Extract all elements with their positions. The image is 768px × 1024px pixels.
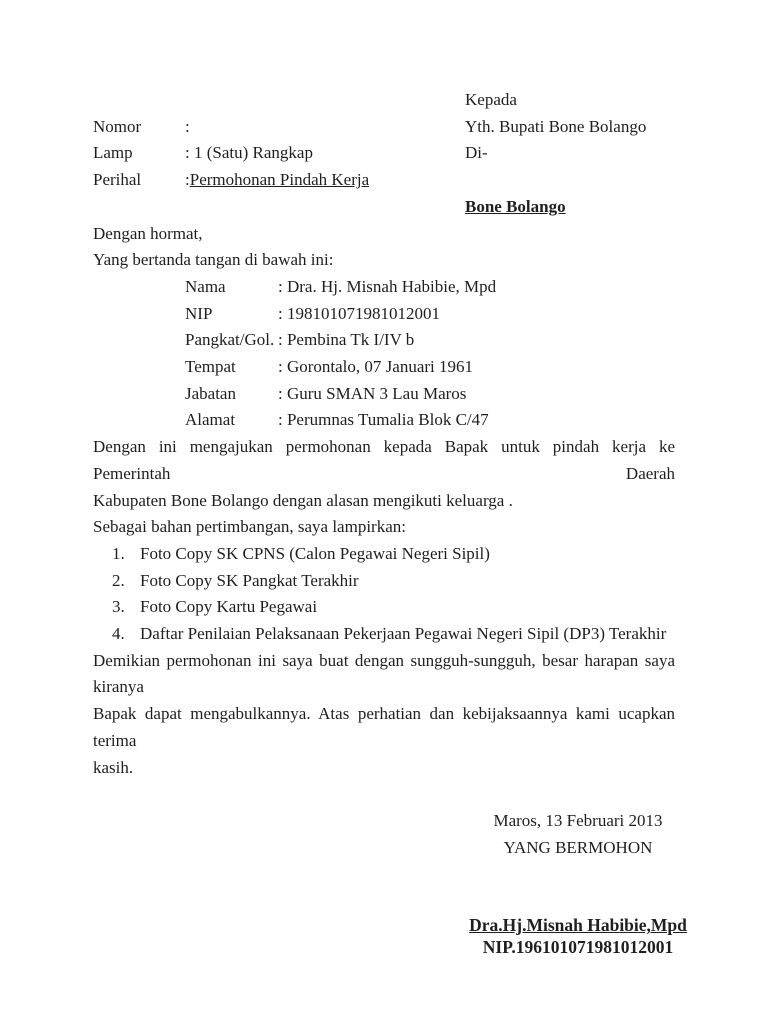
signatory-nip: NIP.196101071981012001 bbox=[482, 936, 674, 957]
signature-block bbox=[458, 808, 698, 958]
detail-label: NIP bbox=[185, 303, 213, 323]
recipient-addressee: Yth. Bupati Bone Bolango bbox=[465, 116, 647, 136]
detail-row-alamat bbox=[185, 407, 675, 434]
spacer-line bbox=[93, 87, 465, 114]
list-number: 3. bbox=[112, 597, 125, 617]
recipient-di: Di- bbox=[465, 143, 488, 163]
attachments-list bbox=[93, 541, 675, 648]
meta-value-nomor: : bbox=[185, 116, 190, 136]
spacer-line bbox=[93, 781, 675, 808]
detail-label: Tempat bbox=[185, 357, 236, 377]
spacer-line bbox=[465, 167, 675, 194]
detail-row-tempat bbox=[185, 354, 675, 381]
detail-value: : Dra. Hj. Misnah Habibie, Mpd bbox=[278, 276, 497, 296]
meta-label-perihal: Perihal bbox=[93, 170, 142, 190]
list-text: Foto Copy SK CPNS (Calon Pegawai Negeri Sipil) bbox=[140, 543, 490, 563]
recipient-block bbox=[465, 87, 675, 221]
paragraph-line: Dengan ini mengajukan permohonan kepada Bapak untuk pindah kerja ke Pemerintah Daerah bbox=[93, 437, 675, 483]
list-item bbox=[93, 541, 675, 568]
meta-label-lamp: Lamp bbox=[93, 143, 133, 163]
meta-row-perihal bbox=[93, 167, 465, 194]
detail-row-pangkat bbox=[185, 327, 675, 354]
place-date: Maros, 13 Februari 2013 bbox=[493, 810, 663, 830]
intro-line: Yang bertanda tangan di bawah ini: bbox=[93, 250, 334, 270]
signature-space bbox=[458, 861, 698, 915]
meta-label-nomor: Nomor bbox=[93, 116, 142, 136]
detail-label: Alamat bbox=[185, 410, 236, 430]
list-text: Foto Copy Kartu Pegawai bbox=[140, 597, 318, 617]
detail-row-jabatan bbox=[185, 381, 675, 408]
list-text: Daftar Penilaian Pelaksanaan Pekerjaan Pegawai Negeri Sipil (DP3) Terakhir bbox=[140, 624, 667, 644]
meta-row-lamp bbox=[93, 140, 465, 167]
list-number: 1. bbox=[112, 543, 125, 563]
detail-row-nip bbox=[185, 301, 675, 328]
detail-value: : 198101071981012001 bbox=[278, 303, 440, 323]
detail-label: Pangkat/Gol. bbox=[185, 330, 275, 350]
meta-colon-perihal: : bbox=[185, 170, 190, 190]
paragraph-line: Kabupaten Bone Bolango dengan alasan mengikuti keluarga . bbox=[93, 490, 513, 510]
detail-value: : Pembina Tk I/IV b bbox=[278, 330, 415, 350]
paragraph-line: kasih. bbox=[93, 757, 134, 777]
detail-value: : Guru SMAN 3 Lau Maros bbox=[278, 383, 467, 403]
body-paragraph bbox=[93, 434, 675, 514]
meta-value-perihal: Permohonan Pindah Kerja bbox=[189, 170, 370, 190]
detail-value: : Gorontalo, 07 Januari 1961 bbox=[278, 357, 473, 377]
letter-header bbox=[93, 87, 675, 221]
salutation: Dengan hormat, bbox=[93, 223, 203, 243]
details-block bbox=[185, 274, 675, 434]
meta-row-nomor bbox=[93, 114, 465, 141]
detail-row-nama bbox=[185, 274, 675, 301]
list-item bbox=[93, 621, 675, 648]
list-number: 4. bbox=[112, 624, 125, 644]
signatory-name: Dra.Hj.Misnah Habibie,Mpd bbox=[469, 915, 687, 936]
closing-paragraph bbox=[93, 648, 675, 782]
paragraph-line: Demikian permohonan ini saya buat dengan sungguh-sungguh, besar harapan saya kiranya bbox=[93, 650, 675, 697]
detail-value: : Perumnas Tumalia Blok C/47 bbox=[278, 410, 489, 430]
attachments-intro: Sebagai bahan pertimbangan, saya lampirkan: bbox=[93, 517, 406, 537]
meta-value-lamp: : 1 (Satu) Rangkap bbox=[185, 143, 313, 163]
recipient-kepada: Kepada bbox=[465, 90, 517, 109]
list-item bbox=[93, 568, 675, 595]
signatory-title: YANG BERMOHON bbox=[503, 837, 653, 857]
list-item bbox=[93, 594, 675, 621]
detail-label: Nama bbox=[185, 276, 226, 296]
recipient-city: Bone Bolango bbox=[465, 196, 566, 216]
list-number: 2. bbox=[112, 570, 125, 590]
paragraph-line: Bapak dapat mengabulkannya. Atas perhatian dan kebijaksaannya kami ucapkan terima bbox=[93, 704, 675, 750]
detail-label: Jabatan bbox=[185, 383, 236, 403]
meta-block bbox=[93, 87, 465, 221]
list-text: Foto Copy SK Pangkat Terakhir bbox=[140, 570, 359, 590]
